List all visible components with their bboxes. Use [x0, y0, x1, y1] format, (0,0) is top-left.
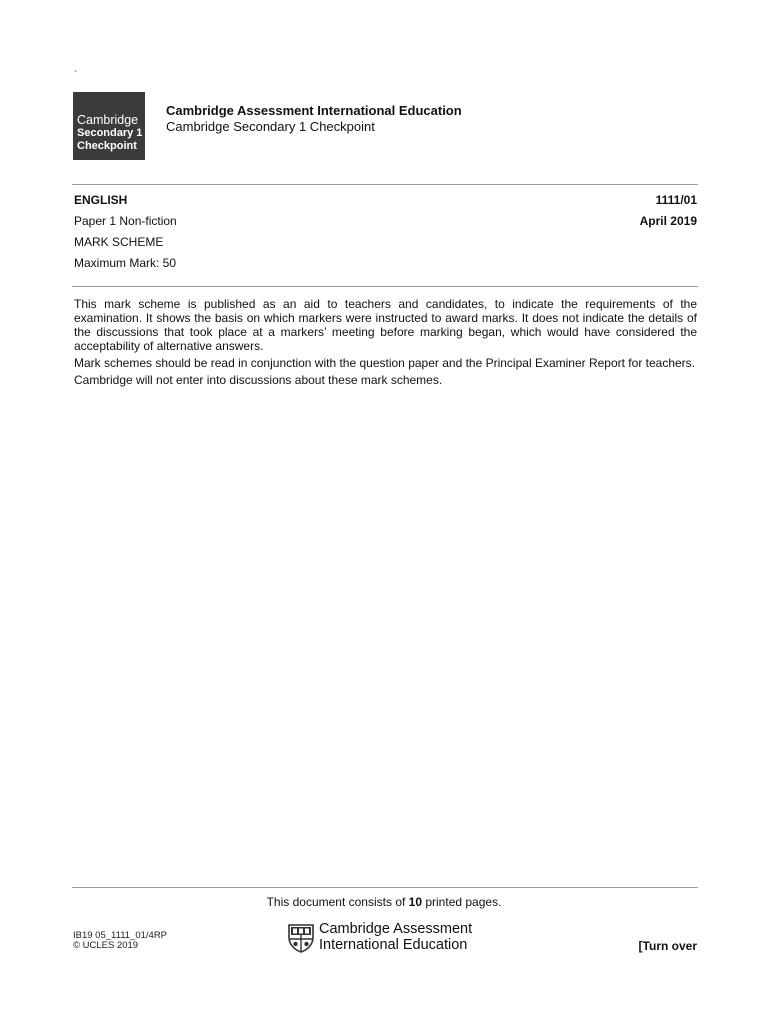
organisation-name: Cambridge Assessment International Education: [166, 103, 462, 118]
logo-line-3: Checkpoint: [77, 140, 137, 152]
logo-line-1: Cambridge: [77, 113, 139, 127]
pages-prefix: This document consists of: [266, 895, 409, 909]
copyright: © UCLES 2019: [73, 940, 139, 951]
cambridge-checkpoint-logo: [73, 92, 145, 160]
document-header: [166, 103, 462, 135]
paper-title: Paper 1 Non-fiction: [74, 214, 177, 228]
notice-paragraph-1: This mark scheme is published as an aid to teachers and candidates, to indicate the requirements of the examination. It shows the basis on which markers were instructed to award marks. It does not indicate the details of the discussions that took place at a markers’ meeting before marking began, which would have considered the acceptability of alternative answers.: [74, 297, 697, 353]
maximum-mark: Maximum Mark: 50: [74, 256, 177, 270]
document-type: MARK SCHEME: [74, 235, 164, 249]
pages-suffix: printed pages.: [422, 895, 502, 909]
exam-codes: [640, 193, 697, 235]
page-count-note: [0, 895, 768, 909]
exam-session: April 2019: [639, 214, 697, 228]
exam-details: [74, 193, 177, 277]
subject: ENGLISH: [74, 193, 128, 207]
paper-code: 1111/01: [655, 193, 697, 207]
notice-paragraph-3: Cambridge will not enter into discussions about these mark schemes.: [74, 373, 443, 387]
logo-text-line-1: Cambridge Assessment: [319, 921, 473, 937]
footer-codes: [73, 931, 167, 951]
divider-footer: [72, 887, 698, 888]
programme-name: Cambridge Secondary 1 Checkpoint: [166, 119, 375, 134]
mark-scheme-notice: [74, 297, 697, 390]
notice-paragraph-2: Mark schemes should be read in conjunction with the question paper and the Principal Examiner Report for teachers.: [74, 356, 696, 370]
crest-icon: [287, 923, 315, 953]
turn-over: [Turn over: [638, 939, 697, 953]
logo-text-line-2: International Education: [319, 937, 468, 953]
logo-text: [319, 921, 472, 953]
stray-mark: `: [74, 70, 78, 81]
divider-middle: [72, 286, 698, 287]
document-code: IB19 05_1111_01/4RP: [73, 930, 168, 941]
pages-count: 10: [408, 895, 423, 909]
divider-top: [72, 184, 698, 185]
logo-line-2: Secondary 1: [77, 127, 143, 139]
